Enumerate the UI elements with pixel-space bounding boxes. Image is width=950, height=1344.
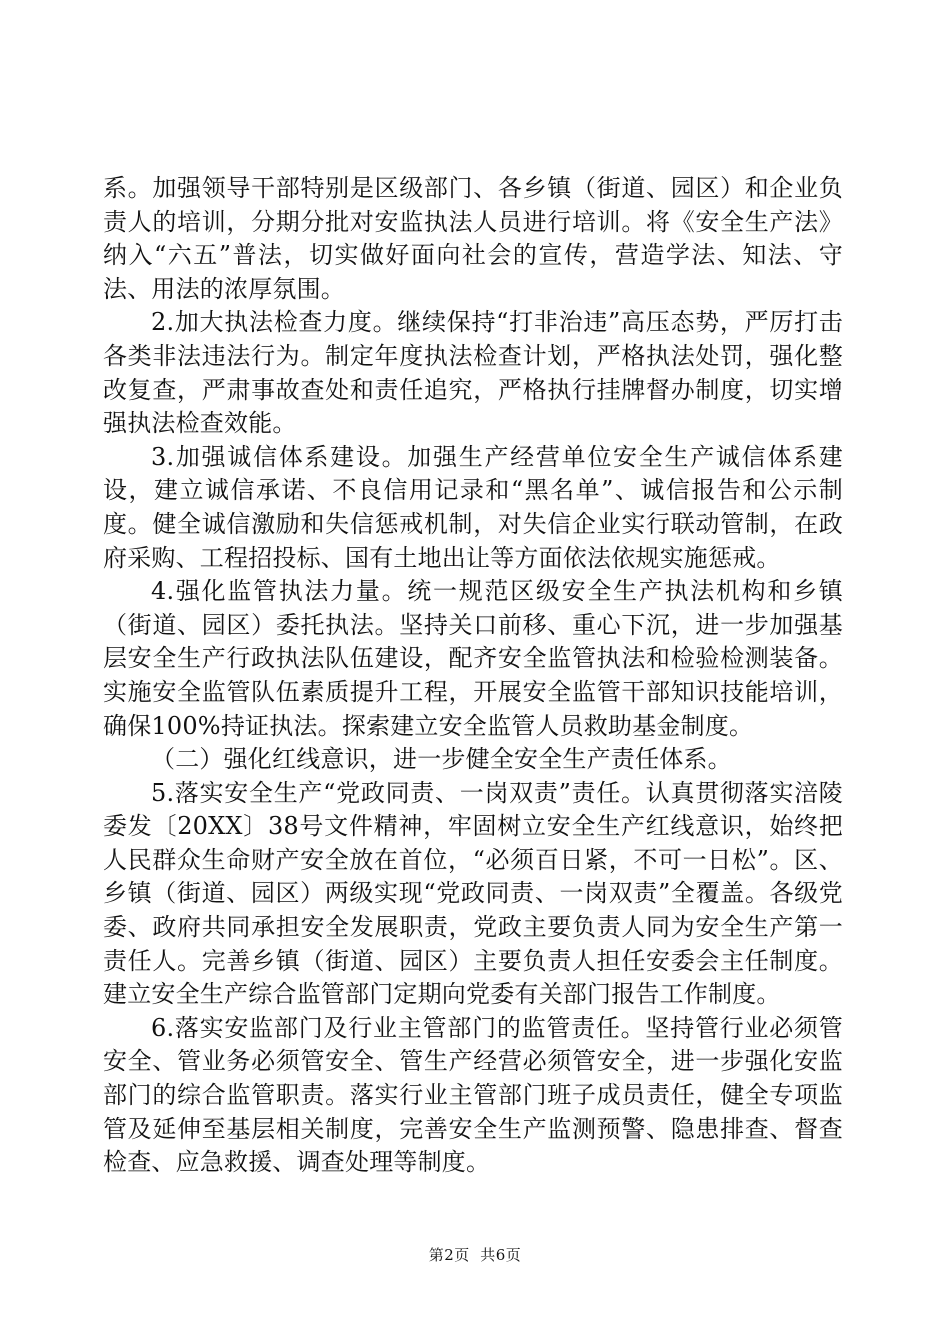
- paragraph-1: 系。加强领导干部特别是区级部门、各乡镇（街道、园区）和企业负责人的培训，分期分批对安监执法人员进行培训。将《安全生产法》纳入“六五”普法，切实做好面向社会的宣传，营造学法、知法、守法、用法的浓厚氛围。: [103, 174, 843, 303]
- paragraph-2: 2.加大执法检查力度。继续保持“打非治违”高压态势，严厉打击各类非法违法行为。制定年度执法检查计划，严格执法处罚，强化整改复查，严肃事故查处和责任追究，严格执行挂牌督办制度，切实增强执法检查效能。: [103, 308, 843, 438]
- paragraph-3: 3.加强诚信体系建设。加强生产经营单位安全生产诚信体系建设，建立诚信承诺、不良信用记录和“黑名单”、诚信报告和公示制度。健全诚信激励和失信惩戒机制，对失信企业实行联动管制，在政府采购、工程招投标、国有土地出让等方面依法依规实施惩戒。: [103, 442, 843, 572]
- paragraph-6: 6.落实安监部门及行业主管部门的监管责任。坚持管行业必须管安全、管业务必须管安全、管生产经营必须管安全，进一步强化安监部门的综合监管职责。落实行业主管部门班子成员责任，健全专项监管及延伸至基层相关制度，完善安全生产监测预警、隐患排查、督查检查、应急救援、调查处理等制度。: [103, 1013, 843, 1177]
- page-number-label: 第2页 共6页: [428, 1246, 522, 1264]
- paragraph-5: 5.落实安全生产“党政同责、一岗双责”责任。认真贯彻落实涪陵委发〔20XX〕38号文件精神，牢固树立安全生产红线意识，始终把人民群众生命财产安全放在首位，“必须百日紧，不可一日松”。区、乡镇（街道、园区）两级实现“党政同责、一岗双责”全覆盖。各级党委、政府共同承担安全发展职责，党政主要负责人同为安全生产第一责任人。完善乡镇（街道、园区）主要负责人担任安委会主任制度。建立安全生产综合监管部门定期向党委有关部门报告工作制度。: [103, 778, 843, 1009]
- section-heading: （二）强化红线意识，进一步健全安全生产责任体系。: [151, 745, 732, 774]
- page-footer: [0, 1244, 950, 1265]
- document-body: [103, 172, 843, 1180]
- paragraph-4: 4.强化监管执法力量。统一规范区级安全生产执法机构和乡镇（街道、园区）委托执法。坚持关口前移、重心下沉，进一步加强基层安全生产行政执法队伍建设，配齐安全监管执法和检验检测装备。实施安全监管队伍素质提升工程，开展安全监管干部知识技能培训，确保100%持证执法。探索建立安全监管人员救助基金制度。: [103, 577, 843, 740]
